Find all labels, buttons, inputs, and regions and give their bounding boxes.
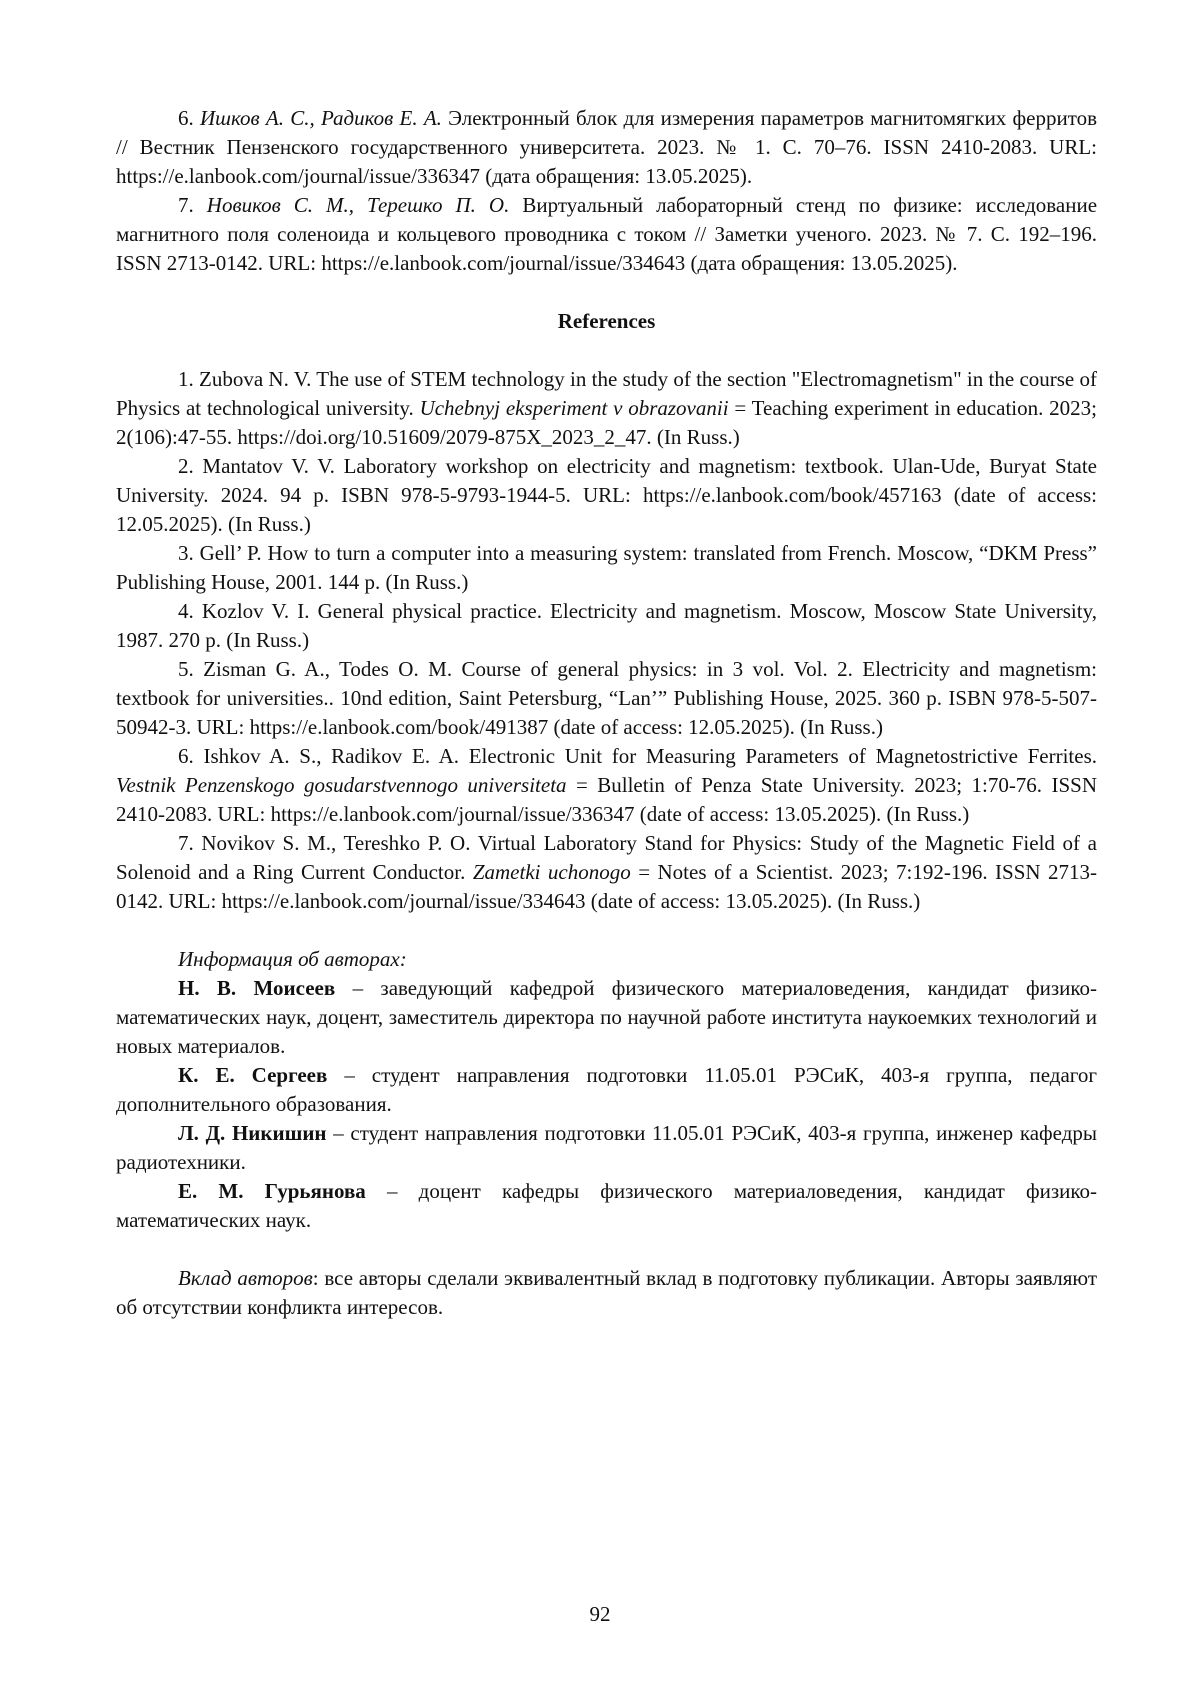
author-name: К. Е. Сергеев <box>178 1063 328 1087</box>
ru-reference-6: 6. Ишков А. С., Радиков Е. А. Электронный блок для измерения параметров магнитомягких ферритов // Вестник Пензенского государственного университета. 2023. № 1. С. 70–76. ISSN 2410-2083. URL: https://e.lanbook.com/journal/issue/336347 (дата обращения: 13.05.2025). <box>116 106 1098 188</box>
reference-6: 6. Ishkov A. S., Radikov E. A. Electronic Unit for Measuring Parameters of Magnetostrictive Ferrites. Vestnik Penzenskogo gosudarstvennogo universiteta = Bulletin of Penza State University. 2023; 1:70-76. ISSN 2410-2083. URL: https://e.lanbook.com/journal/issue/336347 (date of access: 13.05.2025). (In Russ.) <box>116 744 1098 826</box>
author-info-nikishin: Л. Д. Никишин – студент направления подготовки 11.05.01 РЭСиК, 403-я группа, инженер кафедры радиотехники. <box>116 1121 1097 1174</box>
author-name: Л. Д. Никишин <box>178 1121 327 1145</box>
reference-6-journal: Vestnik Penzenskogo gosudarstvennogo universiteta <box>116 773 567 797</box>
authors-info-title: Информация об авторах: <box>178 947 407 971</box>
author-name: Е. М. Гурьянова <box>178 1179 366 1203</box>
reference-7-journal: Zametki uchonogo <box>472 860 631 884</box>
reference-4: 4. Kozlov V. I. General physical practice. Electricity and magnetism. Moscow, Moscow State University, 1987. 270 p. (In Russ.) <box>116 599 1097 652</box>
reference-7: 7. Novikov S. M., Tereshko P. O. Virtual Laboratory Stand for Physics: Study of the Magnetic Field of a Solenoid and a Ring Current Conductor. Zametki uchonogo = Notes of a Scientist. 2023; 7:192-196. ISSN 2713-0142. URL: https://e.lanbook.com/journal/issue/334643 (date of access: 13.05.2025). (In Russ.) <box>116 831 1098 913</box>
author-info-moiseev: Н. В. Моисеев – заведующий кафедрой физического материаловедения, кандидат физико-математических наук, доцент, заместитель директора по научной работе института наукоемких технологий и новых материалов. <box>116 976 1098 1058</box>
page-number: 92 <box>589 1602 611 1626</box>
references-heading: References <box>557 309 656 333</box>
ru-reference-7-authors: Новиков С. М., Терешко П. О. <box>206 193 510 217</box>
author-name: Н. В. Моисеев <box>178 976 336 1000</box>
ru-reference-6-authors: Ишков А. С., Радиков Е. А. <box>200 106 442 130</box>
contribution-label: Вклад авторов <box>178 1266 313 1290</box>
ru-reference-7: 7. Новиков С. М., Терешко П. О. Виртуальный лабораторный стенд по физике: исследование магнитного поля соленоида и кольцевого проводника с током // Заметки ученого. 2023. № 7. С. 192–196. ISSN 2713-0142. URL: https://e.lanbook.com/journal/issue/334643 (дата обращения: 13.05.2025). <box>116 193 1098 275</box>
author-info-guryanova: Е. М. Гурьянова – доцент кафедры физического материаловедения, кандидат физико-математических наук. <box>116 1179 1098 1232</box>
page-content <box>116 104 1097 1322</box>
author-info-sergeev: К. Е. Сергеев – студент направления подготовки 11.05.01 РЭСиК, 403-я группа, педагог дополнительного образования. <box>116 1063 1098 1116</box>
reference-1-journal: Uchebnyj eksperiment v obrazovanii <box>419 396 729 420</box>
reference-2: 2. Mantatov V. V. Laboratory workshop on electricity and magnetism: textbook. Ulan-Ude, Buryat State University. 2024. 94 p. ISBN 978-5-9793-1944-5. URL: https://e.lanbook.com/book/457163 (date of access: 12.05.2025). (In Russ.) <box>116 454 1097 536</box>
reference-1: 1. Zubova N. V. The use of STEM technology in the study of the section "Electromagnetism" in the course of Physics at technological university. Uchebnyj eksperiment v obrazovanii = Teaching experiment in education. 2023; 2(106):47-55. https://doi.org/10.51609/2079-875X_2023_2_47. (In Russ.) <box>116 367 1098 449</box>
reference-3: 3. Gell’ P. How to turn a computer into a measuring system: translated from French. Moscow, “DKM Press” Publishing House, 2001. 144 p. (In Russ.) <box>116 541 1097 594</box>
reference-5: 5. Zisman G. A., Todes O. M. Course of general physics: in 3 vol. Vol. 2. Electricity and magnetism: textbook for universities.. 10nd edition, Saint Petersburg, “Lan’” Publishing House, 2025. 360 p. ISBN 978-5-507-50942-3. URL: https://e.lanbook.com/book/491387 (date of access: 12.05.2025). (In Russ.) <box>116 657 1097 739</box>
authors-contribution: Вклад авторов: все авторы сделали эквивалентный вклад в подготовку публикации. Авторы заявляют об отсутствии конфликта интересов. <box>116 1266 1097 1319</box>
